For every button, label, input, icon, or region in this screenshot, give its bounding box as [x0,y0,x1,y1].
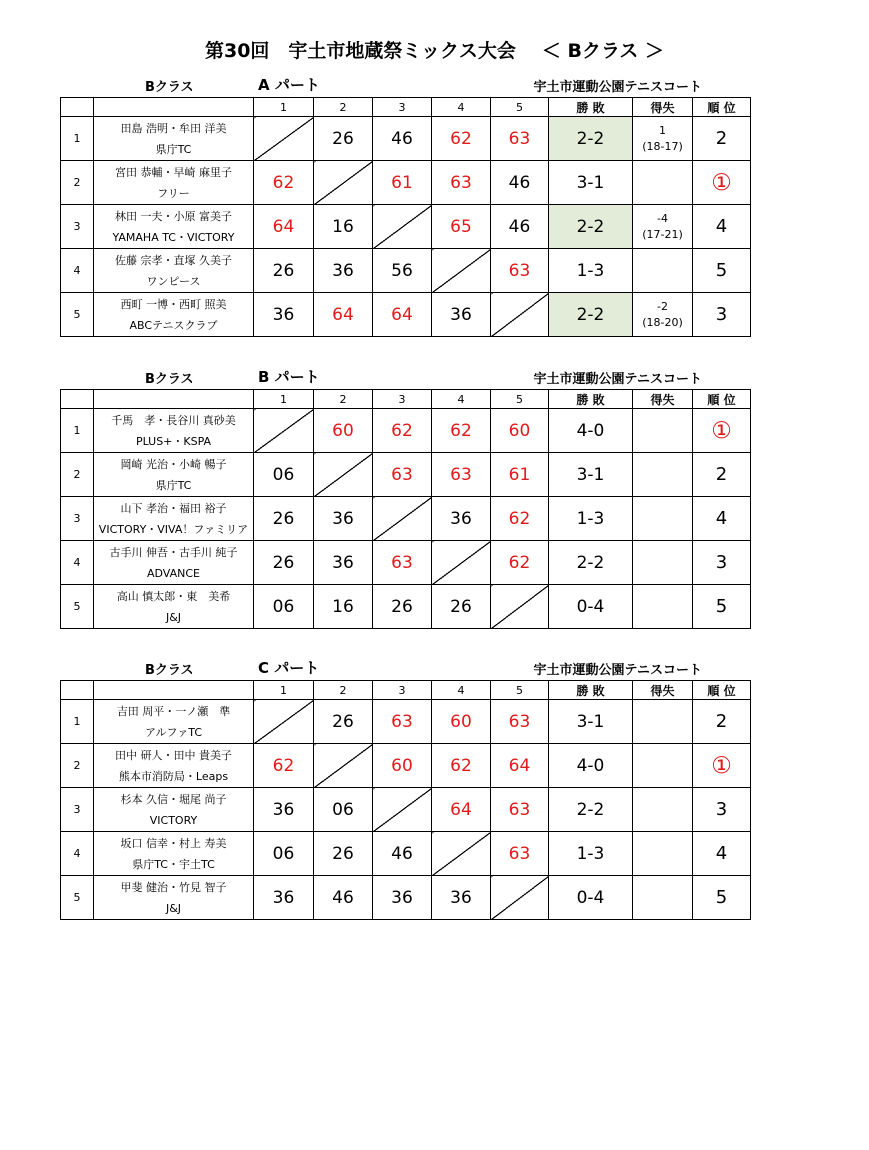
title-text: 第30回 宇土市地蔵祭ミックス大会 [204,40,516,62]
score-cell: 62 [491,541,549,585]
diagonal-cell [432,541,491,585]
score-cell: 62 [432,409,491,453]
header-cell: 順 位 [693,681,751,700]
header-cell: 3 [373,390,432,409]
win-loss-cell: 2-2 [549,117,633,161]
player-cell [94,205,254,249]
player-cell [94,497,254,541]
header-cell: 2 [314,98,373,117]
player-number: 3 [61,205,94,249]
score-cell: 26 [254,249,314,293]
score-cell: 36 [314,497,373,541]
table-row [61,161,751,205]
score-cell: 60 [491,409,549,453]
score-cell: 60 [373,744,432,788]
score-cell: 62 [432,744,491,788]
player-club: ABCテニスクラブ [129,318,218,332]
table-row [61,876,751,920]
header-cell: 得失 [633,681,693,700]
player-club: VICTORY [149,813,198,827]
rank-cell: 4 [693,497,751,541]
header-cell: 3 [373,98,432,117]
header-cell: 1 [254,681,314,700]
win-loss-cell: 0-4 [549,585,633,629]
diagonal-cell [254,409,314,453]
win-loss-cell: 1-3 [549,832,633,876]
header-cell [94,390,254,409]
score-cell: 64 [491,744,549,788]
score-cell: 61 [373,161,432,205]
diagonal-cell [491,293,549,337]
rank-cell: ① [693,744,751,788]
points-diff: -2 [657,299,668,313]
points-cell [633,453,693,497]
player-number: 2 [61,453,94,497]
section-header [60,74,750,94]
player-number: 3 [61,788,94,832]
diagonal-cell [491,876,549,920]
points-cell [633,497,693,541]
points-games: (18-17) [642,139,683,153]
header-cell: 4 [432,390,491,409]
rank-cell: 2 [693,700,751,744]
page-title [0,36,869,63]
diagonal-cell [314,744,373,788]
player-cell [94,293,254,337]
score-cell: 06 [254,453,314,497]
header-cell: 勝 敗 [549,681,633,700]
score-cell: 63 [491,832,549,876]
rank-cell: 5 [693,876,751,920]
points-games: (17-21) [642,227,683,241]
score-cell: 46 [491,161,549,205]
diagonal-cell [432,249,491,293]
header-cell [94,98,254,117]
score-cell: 26 [314,117,373,161]
rank-cell: 2 [693,117,751,161]
player-names: 甲斐 健治・竹見 智子 [120,880,227,894]
score-cell: 26 [314,832,373,876]
diagonal-cell [254,117,314,161]
points-cell [633,249,693,293]
table-header-row [61,390,751,409]
score-cell: 62 [254,161,314,205]
win-loss-cell: 3-1 [549,161,633,205]
table-row [61,832,751,876]
score-cell: 62 [491,497,549,541]
score-cell: 26 [432,585,491,629]
header-cell: 3 [373,681,432,700]
win-loss-cell: 2-2 [549,293,633,337]
win-loss-cell: 1-3 [549,249,633,293]
player-names: 千馬 孝・長谷川 真砂美 [111,413,236,427]
section-header [60,366,750,386]
points-cell [633,205,693,249]
rank-cell: 5 [693,585,751,629]
table-row [61,117,751,161]
rank-cell: 2 [693,453,751,497]
score-cell: 63 [432,161,491,205]
player-cell [94,585,254,629]
win-loss-cell: 2-2 [549,541,633,585]
player-cell [94,700,254,744]
header-cell: 2 [314,390,373,409]
player-club: PLUS+・KSPA [135,434,212,448]
player-names: 西町 一博・西町 照美 [120,297,227,311]
win-loss-cell: 3-1 [549,453,633,497]
table-row [61,700,751,744]
player-club: J&J [165,610,182,624]
table-row [61,293,751,337]
points-cell [633,293,693,337]
player-club: ワンピース [146,274,201,288]
score-cell: 46 [314,876,373,920]
player-names: 吉田 周平・一ノ瀬 準 [116,704,231,718]
class-label: Bクラス [145,663,194,678]
score-cell: 16 [314,205,373,249]
win-loss-cell: 2-2 [549,788,633,832]
player-names: 田中 研人・田中 貴美子 [115,748,232,762]
header-cell: 順 位 [693,390,751,409]
diagonal-cell [373,205,432,249]
win-loss-cell: 4-0 [549,409,633,453]
points-diff: -4 [657,211,668,225]
header-cell: 勝 敗 [549,390,633,409]
header-cell: 5 [491,681,549,700]
score-cell: 56 [373,249,432,293]
header-cell: 1 [254,390,314,409]
rank-cell: 3 [693,541,751,585]
win-loss-cell: 0-4 [549,876,633,920]
score-cell: 26 [373,585,432,629]
score-cell: 63 [373,541,432,585]
player-number: 2 [61,161,94,205]
player-number: 1 [61,117,94,161]
class-label: Bクラス [145,372,194,387]
player-club: 県庁TC [155,142,192,156]
player-cell [94,541,254,585]
player-cell [94,249,254,293]
header-cell: 順 位 [693,98,751,117]
player-names: 高山 慎太郎・東 美希 [116,589,231,603]
score-cell: 36 [254,788,314,832]
player-cell [94,832,254,876]
player-names: 佐藤 宗孝・直塚 久美子 [115,253,232,267]
diagonal-cell [373,497,432,541]
score-cell: 63 [491,788,549,832]
player-cell [94,117,254,161]
player-number: 5 [61,585,94,629]
diagonal-cell [373,788,432,832]
header-cell: 5 [491,390,549,409]
score-cell: 61 [491,453,549,497]
score-cell: 06 [254,832,314,876]
header-cell: 4 [432,98,491,117]
score-cell: 46 [491,205,549,249]
win-loss-cell: 2-2 [549,205,633,249]
score-cell: 16 [314,585,373,629]
table-row [61,497,751,541]
header-cell: 5 [491,98,549,117]
score-cell: 46 [373,832,432,876]
player-number: 4 [61,541,94,585]
score-cell: 60 [432,700,491,744]
table-row [61,744,751,788]
player-number: 4 [61,832,94,876]
player-names: 杉本 久信・堀尾 尚子 [120,792,227,806]
diagonal-cell [314,161,373,205]
rank-cell: 4 [693,205,751,249]
points-cell [633,161,693,205]
win-loss-cell: 4-0 [549,744,633,788]
venue-label: 宇土市運動公園テニスコート [533,663,702,678]
score-cell: 65 [432,205,491,249]
player-club: フリー [157,186,190,200]
points-diff: 1 [659,123,666,137]
rank-cell: 3 [693,788,751,832]
score-cell: 36 [314,249,373,293]
points-cell [633,409,693,453]
score-cell: 36 [254,293,314,337]
player-number: 5 [61,293,94,337]
player-club: YAMAHA TC・VICTORY [112,230,235,244]
score-cell: 36 [432,497,491,541]
player-club: 県庁TC・宇土TC [132,857,215,871]
player-club: J&J [165,901,182,915]
round-robin-table [60,97,751,337]
player-club: アルファTC [144,725,203,739]
player-number: 2 [61,744,94,788]
score-cell: 63 [373,453,432,497]
score-cell: 36 [432,876,491,920]
player-names: 坂口 信幸・村上 寿美 [120,836,227,850]
rank-cell: 5 [693,249,751,293]
player-cell [94,409,254,453]
diagonal-cell [314,453,373,497]
score-cell: 60 [314,409,373,453]
score-cell: 36 [314,541,373,585]
header-cell: 1 [254,98,314,117]
score-cell: 63 [373,700,432,744]
score-cell: 36 [254,876,314,920]
score-cell: 62 [432,117,491,161]
player-number: 3 [61,497,94,541]
win-loss-cell: 1-3 [549,497,633,541]
class-label: Bクラス [145,80,194,95]
rank-cell: 3 [693,293,751,337]
part-label: B パート [258,368,320,386]
win-loss-cell: 3-1 [549,700,633,744]
points-cell [633,585,693,629]
table-row [61,249,751,293]
score-cell: 64 [254,205,314,249]
header-cell [94,681,254,700]
score-cell: 06 [314,788,373,832]
header-cell [61,390,94,409]
points-cell [633,541,693,585]
score-cell: 36 [373,876,432,920]
player-club: VICTORY・VIVA！ファミリア [98,522,249,536]
rank-cell: ① [693,161,751,205]
score-cell: 26 [254,497,314,541]
table-row [61,788,751,832]
points-cell [633,788,693,832]
score-cell: 26 [314,700,373,744]
player-names: 古手川 伸吾・古手川 純子 [109,545,238,559]
player-cell [94,788,254,832]
table-header-row [61,98,751,117]
score-cell: 64 [314,293,373,337]
player-names: 林田 一夫・小原 富美子 [115,209,232,223]
score-cell: 64 [373,293,432,337]
section-header [60,657,750,677]
part-label: C パート [258,659,320,677]
header-cell [61,681,94,700]
round-robin-table [60,389,751,629]
part-label: A パート [258,76,320,94]
class-subtitle: ＜ Bクラス ＞ [541,40,665,62]
player-number: 1 [61,700,94,744]
player-cell [94,453,254,497]
player-club: 県庁TC [155,478,192,492]
table-row [61,453,751,497]
diagonal-cell [432,832,491,876]
player-number: 5 [61,876,94,920]
table-row [61,205,751,249]
player-cell [94,876,254,920]
points-cell [633,700,693,744]
points-cell [633,876,693,920]
player-club: ADVANCE [146,566,200,580]
venue-label: 宇土市運動公園テニスコート [533,80,702,95]
score-cell: 63 [491,700,549,744]
score-cell: 46 [373,117,432,161]
round-robin-table [60,680,751,920]
diagonal-cell [491,585,549,629]
table-header-row [61,681,751,700]
player-names: 田島 浩明・牟田 洋美 [120,121,227,135]
score-cell: 62 [254,744,314,788]
player-number: 1 [61,409,94,453]
player-cell [94,161,254,205]
score-cell: 62 [373,409,432,453]
header-cell: 得失 [633,98,693,117]
points-cell [633,117,693,161]
header-cell: 勝 敗 [549,98,633,117]
table-row [61,541,751,585]
rank-cell: ① [693,409,751,453]
rank-cell: 4 [693,832,751,876]
player-names: 山下 孝治・福田 裕子 [120,501,227,515]
player-number: 4 [61,249,94,293]
score-cell: 63 [432,453,491,497]
player-club: 熊本市消防局・Leaps [118,769,229,783]
player-names: 岡崎 光治・小崎 暢子 [120,457,227,471]
score-cell: 26 [254,541,314,585]
header-cell [61,98,94,117]
player-names: 宮田 恭輔・早崎 麻里子 [115,165,232,179]
table-row [61,409,751,453]
score-cell: 36 [432,293,491,337]
diagonal-cell [254,700,314,744]
score-cell: 63 [491,249,549,293]
header-cell: 4 [432,681,491,700]
header-cell: 得失 [633,390,693,409]
player-cell [94,744,254,788]
score-cell: 06 [254,585,314,629]
header-cell: 2 [314,681,373,700]
points-cell [633,744,693,788]
venue-label: 宇土市運動公園テニスコート [533,372,702,387]
points-cell [633,832,693,876]
table-row [61,585,751,629]
score-cell: 63 [491,117,549,161]
points-games: (18-20) [642,315,683,329]
score-cell: 64 [432,788,491,832]
